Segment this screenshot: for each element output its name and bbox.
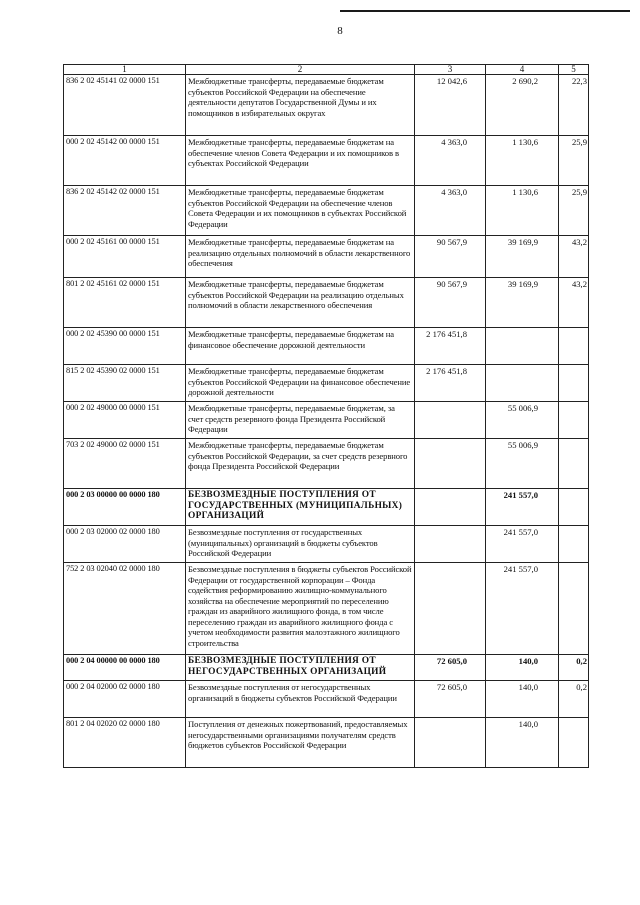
name-cell: Безвозмездные поступления в бюджеты субъектов Российской Федерации от государственной корпорации – Фонда содействия реформированию жилищно-коммунального хозяйства на обеспечение мероприятий по переселению граждан из аварийного жилищного фонда, в том числе переселению граждан из аварийного жилищного фонда с учетом необходимости развития малоэтажного жилищного строительства — [186, 563, 415, 655]
header-col-5: 5 — [559, 65, 589, 75]
plan-value-cell: 90 567,9 — [415, 278, 486, 328]
plan-value-cell — [415, 563, 486, 655]
code-cell: 000 2 04 02000 02 0000 180 — [64, 681, 186, 718]
percent-cell — [559, 489, 589, 526]
percent-cell — [559, 526, 589, 563]
plan-value-cell: 90 567,9 — [415, 236, 486, 278]
percent-cell — [559, 718, 589, 768]
plan-value-cell: 2 176 451,8 — [415, 365, 486, 402]
table-row — [64, 236, 589, 278]
header-col-2: 2 — [186, 65, 415, 75]
plan-value-cell: 12 042,6 — [415, 75, 486, 136]
table-header-row — [64, 65, 589, 75]
table-row — [64, 563, 589, 655]
percent-cell — [559, 439, 589, 489]
table-row — [64, 489, 589, 526]
plan-value-cell: 72 605,0 — [415, 655, 486, 681]
plan-value-cell: 72 605,0 — [415, 681, 486, 718]
plan-value-cell — [415, 402, 486, 439]
header-col-1: 1 — [64, 65, 186, 75]
actual-value-cell: 140,0 — [486, 718, 559, 768]
plan-value-cell: 4 363,0 — [415, 136, 486, 186]
table-row — [64, 75, 589, 136]
code-cell: 801 2 04 02020 02 0000 180 — [64, 718, 186, 768]
percent-cell — [559, 328, 589, 365]
plan-value-cell — [415, 718, 486, 768]
code-cell: 000 2 04 00000 00 0000 180 — [64, 655, 186, 681]
plan-value-cell — [415, 489, 486, 526]
header-col-4: 4 — [486, 65, 559, 75]
actual-value-cell: 1 130,6 — [486, 136, 559, 186]
actual-value-cell: 241 557,0 — [486, 526, 559, 563]
actual-value-cell: 140,0 — [486, 681, 559, 718]
table-row — [64, 681, 589, 718]
table-row — [64, 278, 589, 328]
plan-value-cell — [415, 439, 486, 489]
plan-value-cell — [415, 526, 486, 563]
code-cell: 836 2 02 45142 02 0000 151 — [64, 186, 186, 236]
plan-value-cell: 4 363,0 — [415, 186, 486, 236]
name-cell: Межбюджетные трансферты, передаваемые бюджетам на реализацию отдельных полномочий в области лекарственного обеспечения — [186, 236, 415, 278]
page-number: 8 — [337, 25, 343, 37]
code-cell: 801 2 02 45161 02 0000 151 — [64, 278, 186, 328]
name-cell: Межбюджетные трансферты, передаваемые бюджетам на финансовое обеспечение дорожной деятельности — [186, 328, 415, 365]
name-cell: Межбюджетные трансферты, передаваемые бюджетам субъектов Российской Федерации на обеспечение членов Совета Федерации и их помощников в субъектах Российской Федерации — [186, 186, 415, 236]
name-cell: Безвозмездные поступления от негосударственных организаций в бюджеты субъектов Российской Федерации — [186, 681, 415, 718]
name-cell: Межбюджетные трансферты, передаваемые бюджетам субъектов Российской Федерации на финансовое обеспечение дорожной деятельности — [186, 365, 415, 402]
percent-cell — [559, 402, 589, 439]
table-row — [64, 365, 589, 402]
table-body — [64, 75, 589, 768]
table-row — [64, 402, 589, 439]
percent-cell: 0,2 — [559, 655, 589, 681]
top-rule-line — [340, 10, 630, 12]
name-cell: Межбюджетные трансферты, передаваемые бюджетам, за счет средств резервного фонда Президента Российской Федерации — [186, 402, 415, 439]
percent-cell: 43,2 — [559, 236, 589, 278]
actual-value-cell: 39 169,9 — [486, 278, 559, 328]
code-cell: 752 2 03 02040 02 0000 180 — [64, 563, 186, 655]
actual-value-cell — [486, 365, 559, 402]
percent-cell: 25,9 — [559, 136, 589, 186]
actual-value-cell: 140,0 — [486, 655, 559, 681]
actual-value-cell: 55 006,9 — [486, 402, 559, 439]
percent-cell — [559, 365, 589, 402]
actual-value-cell: 2 690,2 — [486, 75, 559, 136]
header-col-3: 3 — [415, 65, 486, 75]
table-row — [64, 328, 589, 365]
code-cell: 703 2 02 49000 02 0000 151 — [64, 439, 186, 489]
name-cell: БЕЗВОЗМЕЗДНЫЕ ПОСТУПЛЕНИЯ ОТ ГОСУДАРСТВЕННЫХ (МУНИЦИПАЛЬНЫХ) ОРГАНИЗАЦИЙ — [186, 489, 415, 526]
table-row — [64, 655, 589, 681]
code-cell: 000 2 03 02000 02 0000 180 — [64, 526, 186, 563]
actual-value-cell: 39 169,9 — [486, 236, 559, 278]
code-cell: 000 2 03 00000 00 0000 180 — [64, 489, 186, 526]
name-cell: Безвозмездные поступления от государственных (муниципальных) организаций в бюджеты субъектов Российской Федерации — [186, 526, 415, 563]
code-cell: 000 2 02 45390 00 0000 151 — [64, 328, 186, 365]
actual-value-cell: 1 130,6 — [486, 186, 559, 236]
code-cell: 836 2 02 45141 02 0000 151 — [64, 75, 186, 136]
table-row — [64, 186, 589, 236]
actual-value-cell — [486, 328, 559, 365]
actual-value-cell: 241 557,0 — [486, 489, 559, 526]
percent-cell — [559, 563, 589, 655]
code-cell: 000 2 02 45142 00 0000 151 — [64, 136, 186, 186]
table-row — [64, 526, 589, 563]
actual-value-cell: 241 557,0 — [486, 563, 559, 655]
name-cell: БЕЗВОЗМЕЗДНЫЕ ПОСТУПЛЕНИЯ ОТ НЕГОСУДАРСТВЕННЫХ ОРГАНИЗАЦИЙ — [186, 655, 415, 681]
plan-value-cell: 2 176 451,8 — [415, 328, 486, 365]
name-cell: Межбюджетные трансферты, передаваемые бюджетам субъектов Российской Федерации, за счет средств резервного фонда Президента Российской Федерации — [186, 439, 415, 489]
percent-cell: 25,9 — [559, 186, 589, 236]
name-cell: Поступления от денежных пожертвований, предоставляемых негосударственными организациями получателям средств бюджетов субъектов Российской Федерации — [186, 718, 415, 768]
budget-table — [63, 64, 589, 768]
name-cell: Межбюджетные трансферты, передаваемые бюджетам субъектов Российской Федерации на обеспечение деятельности депутатов Государственной Думы и их помощников в избирательных округах — [186, 75, 415, 136]
percent-cell: 43,2 — [559, 278, 589, 328]
code-cell: 000 2 02 49000 00 0000 151 — [64, 402, 186, 439]
percent-cell: 0,2 — [559, 681, 589, 718]
table-row — [64, 136, 589, 186]
name-cell: Межбюджетные трансферты, передаваемые бюджетам на обеспечение членов Совета Федерации и их помощников в субъектах Российской Федерации — [186, 136, 415, 186]
code-cell: 000 2 02 45161 00 0000 151 — [64, 236, 186, 278]
code-cell: 815 2 02 45390 02 0000 151 — [64, 365, 186, 402]
actual-value-cell: 55 006,9 — [486, 439, 559, 489]
table-row — [64, 439, 589, 489]
table-row — [64, 718, 589, 768]
percent-cell: 22,3 — [559, 75, 589, 136]
name-cell: Межбюджетные трансферты, передаваемые бюджетам субъектов Российской Федерации на реализацию отдельных полномочий в области лекарственного обеспечения — [186, 278, 415, 328]
